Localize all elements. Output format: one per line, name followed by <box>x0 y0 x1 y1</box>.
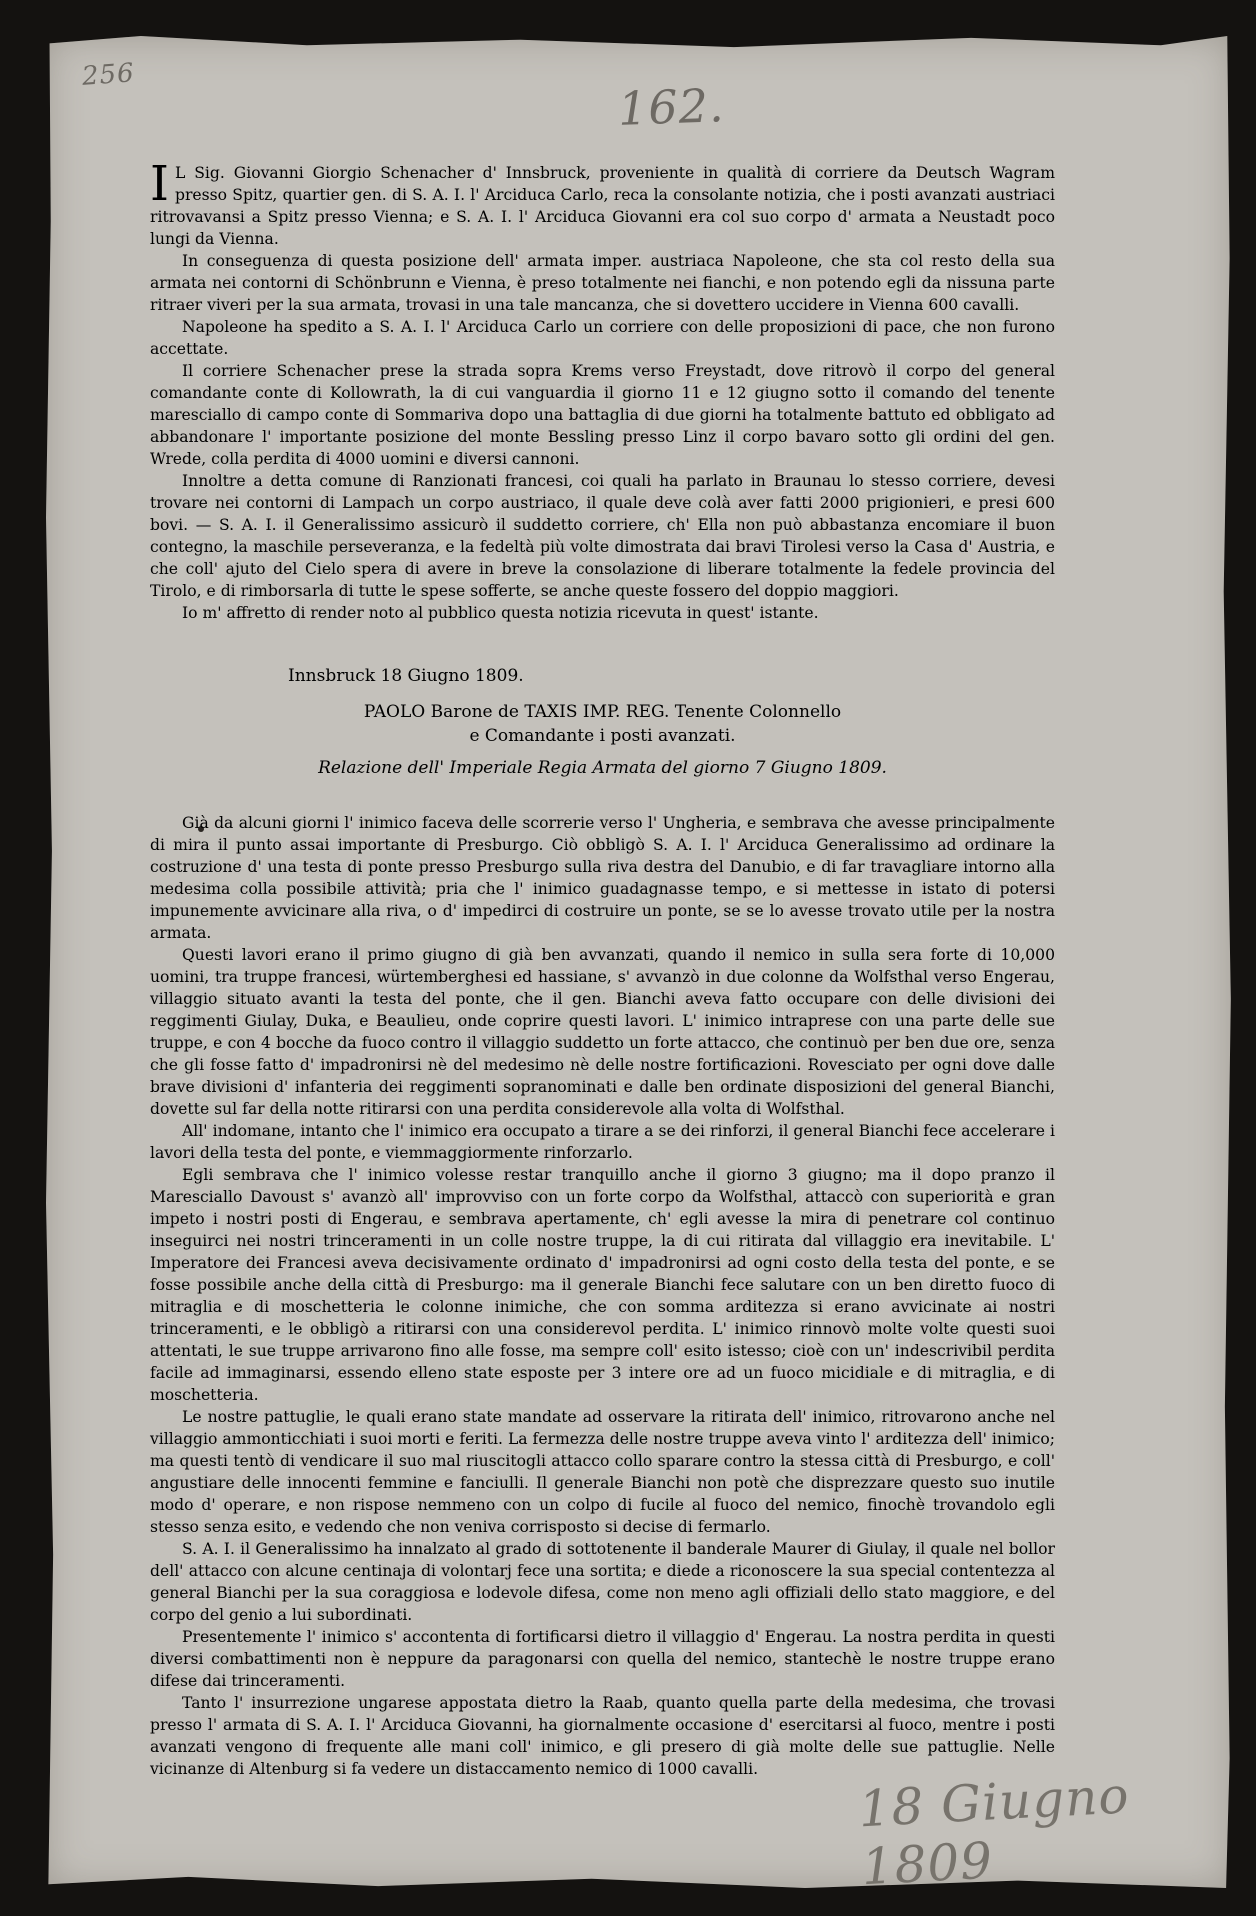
paragraph <box>150 156 1055 250</box>
paragraph: Il corriere Schenacher prese la strada sopra Krems verso Freystadt, dove ritrovò il corpo del general comandante conte di Kollowrath, la di cui vanguardia il giorno 11 e 12 giugno sotto il comando del tenente maresciallo di campo conte di Sommariva dopo una battaglia di due giorni ha totalmente battuto ed obbligato ad abbandonare l' importante posizione del monte Bessling presso Linz il corpo bavaro sotto gli ordini del gen. Wrede, colla perdita di 4000 uomini e diversi cannoni. <box>150 362 1055 468</box>
paragraph: All' indomane, intanto che l' inimico era occupato a tirare a se dei rinforzi, il general Bianchi fece accelerare i lavori della testa del ponte, e viemmaggiormente rinforzarlo. <box>150 1122 1055 1162</box>
signature-block <box>150 700 1055 748</box>
paragraph: Innoltre a detta comune di Ranzionati francesi, coi quali ha parlato in Braunau lo stesso corriere, devesi trovare nei contorni di Lampach un corpo austriaco, il quale deve colà aver fatti 2000 prigionieri, e presi 600 bovi. — S. A. I. il Generalissimo assicurò il suddetto corriere, ch' Ella non può abbastanza encomiare il buon contegno, la maschile perseveranza, e la fedeltà più volte dimostrata dai bravi Tirolesi verso la Casa d' Austria, e che coll' ajuto del Cielo spera di avere in breve la consolazione di liberare totalmente la fedele provincia del Tirolo, e di rimborsarla di tutte le spese sofferte, se anche queste fossero del doppio maggiori. <box>150 472 1055 600</box>
paragraph: Presentemente l' inimico s' accontenta di fortificarsi dietro il villaggio d' Engerau. La nostra perdita in questi diversi combattimenti non è neppure da paragonarsi con quella del nemico, stantechè le nostre truppe erano difese dai trinceramenti. <box>150 1628 1055 1690</box>
paragraph: Io m' affretto di render noto al pubblico questa notizia ricevuta in quest' istante. <box>182 604 819 622</box>
paragraph: Le nostre pattuglie, le quali erano state mandate ad osservare la ritirata dell' inimico, ritrovarono anche nel villaggio ammonticchiati i suoi morti e feriti. La fermezza delle nostre truppe aveva vinto l' arditezza dell' inimico; ma questi tentò di vendicare il suo mal riuscitogli attacco collo sparare contro la stessa città di Presburgo, e coll' angustiare delle innocenti femmine e fanciulli. Il generale Bianchi non potè che disprezzare questo suo inutile modo d' operare, e non rispose nemmeno con un colpo di fucile al fuoco del nemico, finochè trovandolo egli stesso senza esito, e vedendo che non veniva corrisposto si decise di fermarlo. <box>150 1408 1055 1536</box>
paragraph: Egli sembrava che l' inimico volesse restar tranquillo anche il giorno 3 giugno; ma il dopo pranzo il Maresciallo Davoust s' avanzò all' improvviso con un forte corpo da Wolfsthal, attaccò con superiorità e gran impeto i nostri posti di Engerau, e sembrava apertamente, ch' egli avesse la mira di penetrare col continuo inseguirci nei nostri trinceramenti in un colle nostre truppe, la di cui ritirata dal villaggio era inevitabile. L' Imperatore dei Francesi aveva decisivamente ordinato d' impadronirsi ad ogni costo della testa del ponte, e se fosse possibile anche della città di Presburgo: ma il generale Bianchi fece salutare con un ben diretto fuoco di mitraglia e di moschetteria le colonne inimiche, che con somma arditezza si erano avvicinate ai nostri trinceramenti, e le obbligò a ritirarsi con una considerevol perdita. L' inimico rinnovò molte volte questi suoi attentati, le sue truppe arrivarono fino alle fosse, ma sempre coll' esito istesso; cioè con un' indescrivibil perdita facile ad immaginarsi, essendo elleno state esposte per 3 intere ore ad un fuoco micidiale e di mitraglia, e di moschetteria. <box>150 1166 1055 1404</box>
paragraph: Tanto l' insurrezione ungarese appostata dietro la Raab, quanto quella parte della medesima, che trovasi presso l' armata di S. A. I. l' Arciduca Giovanni, ha giornalmente occasione d' esercitarsi al fuoco, mentre i posti avanzati vengono di frequente alle mani coll' inimico, e gli presero di già molte delle sue pattuglie. Nelle vicinanze di Altenburg si fa vedere un distaccamento nemico di 1000 cavalli. <box>150 1694 1055 1778</box>
paragraph: In conseguenza di questa posizione dell' armata imper. austriaca Napoleone, che sta col resto della sua armata nei contorni di Schönbrunn e Vienna, è preso totalmente nei fianchi, e non potendo egli da nissuna parte ritraer viveri per la sua armata, trovasi in una tale mancanza, che si dovettero uccidere in Vienna 600 cavalli. <box>150 252 1055 314</box>
paragraph-text: L Sig. Giovanni Giorgio Schenacher d' Innsbruck, proveniente in qualità di corriere da Deutsch Wagram presso Spitz, quartier gen. di S. A. I. l' Arciduca Carlo, reca la consolante notizia, che i posti avanzati austriaci ritrovavansi a Spitz presso Vienna; e S. A. I. l' Arciduca Giovanni era col suo corpo d' armata a Neustadt poco lungi da Vienna. <box>150 164 1055 248</box>
place-date: Innsbruck 18 Giugno 1809. <box>288 666 524 686</box>
bulletin-part-2 <box>150 812 1055 1780</box>
paragraph: S. A. I. il Generalissimo ha innalzato al grado di sottotenente il banderale Maurer di Giulay, il quale nel bollor dell' attacco con alcune centinaja di volontarj fece una sortita; e diede a riconoscere la sua special contentezza al general Bianchi per la sua coraggiosa e lodevole difesa, come non meno agli offiziali dello stato maggiore, e del corpo del genio a lui subordinati. <box>150 1540 1055 1624</box>
report-subtitle: Relazione dell' Imperiale Regia Armata del giorno 7 Giugno 1809. <box>318 758 887 778</box>
drop-cap: I <box>150 156 169 212</box>
handwritten-page-number: 162. <box>617 78 726 136</box>
paragraph: Questi lavori erano il primo giugno di già ben avvanzati, quando il nemico in sulla sera forte di 10,000 uomini, tra truppe francesi, würtemberghesi ed hassiane, s' avvanzò in due colonne da Wolfsthal verso Engerau, villaggio situato avanti la testa del ponte, che il gen. Bianchi aveva fatto occupare con delle divisioni dei reggimenti Giulay, Duka, e Beaulieu, onde coprire questi lavori. L' inimico intraprese con una parte delle sue truppe, e con 4 bocche da fuoco contro il villaggio suddetto un forte attacco, che continuò per ben due ore, senza che gli fosse fatto d' impadronirsi nè del medesimo nè delle nostre fortificazioni. Rovesciato per ogni dove dalle brave divisioni d' infanteria dei reggimenti sopranominati e dalle ben ordinate disposizioni del general Bianchi, dovette sul far della notte ritirarsi con una perdita considerevole alla volta di Wolfsthal. <box>150 946 1055 1118</box>
paragraph: Già da alcuni giorni l' inimico faceva delle scorrerie verso l' Ungheria, e sembrava che avesse principalmente di mira il punto assai importante di Presburgo. Ciò obbligò S. A. I. l' Arciduca Generalissimo ad ordinare la costruzione d' una testa di ponte presso Presburgo sulla riva destra del Danubio, e di far travagliare intorno alla medesima colla possibile attività; pria che l' inimico guadagnasse tempo, e si mettesse in istato di potersi impunemente avvicinare alla riva, o d' impedirci di costruire un ponte, se se lo avesse trovato utile per la nostra armata. <box>150 814 1055 942</box>
bulletin-part-1 <box>150 156 1055 624</box>
corner-archive-number: 256 <box>81 58 136 92</box>
signature-name: PAOLO Barone de TAXIS IMP. REG. Tenente Colonnello <box>363 702 842 722</box>
handwritten-date-note: 18 Giugno 1809 <box>857 1766 1131 1897</box>
paragraph: Napoleone ha spedito a S. A. I. l' Arciduca Carlo un corriere con delle proposizioni di pace, che non furono accettate. <box>150 318 1055 358</box>
signature-title: e Comandante i posti avanzati. <box>469 726 736 746</box>
